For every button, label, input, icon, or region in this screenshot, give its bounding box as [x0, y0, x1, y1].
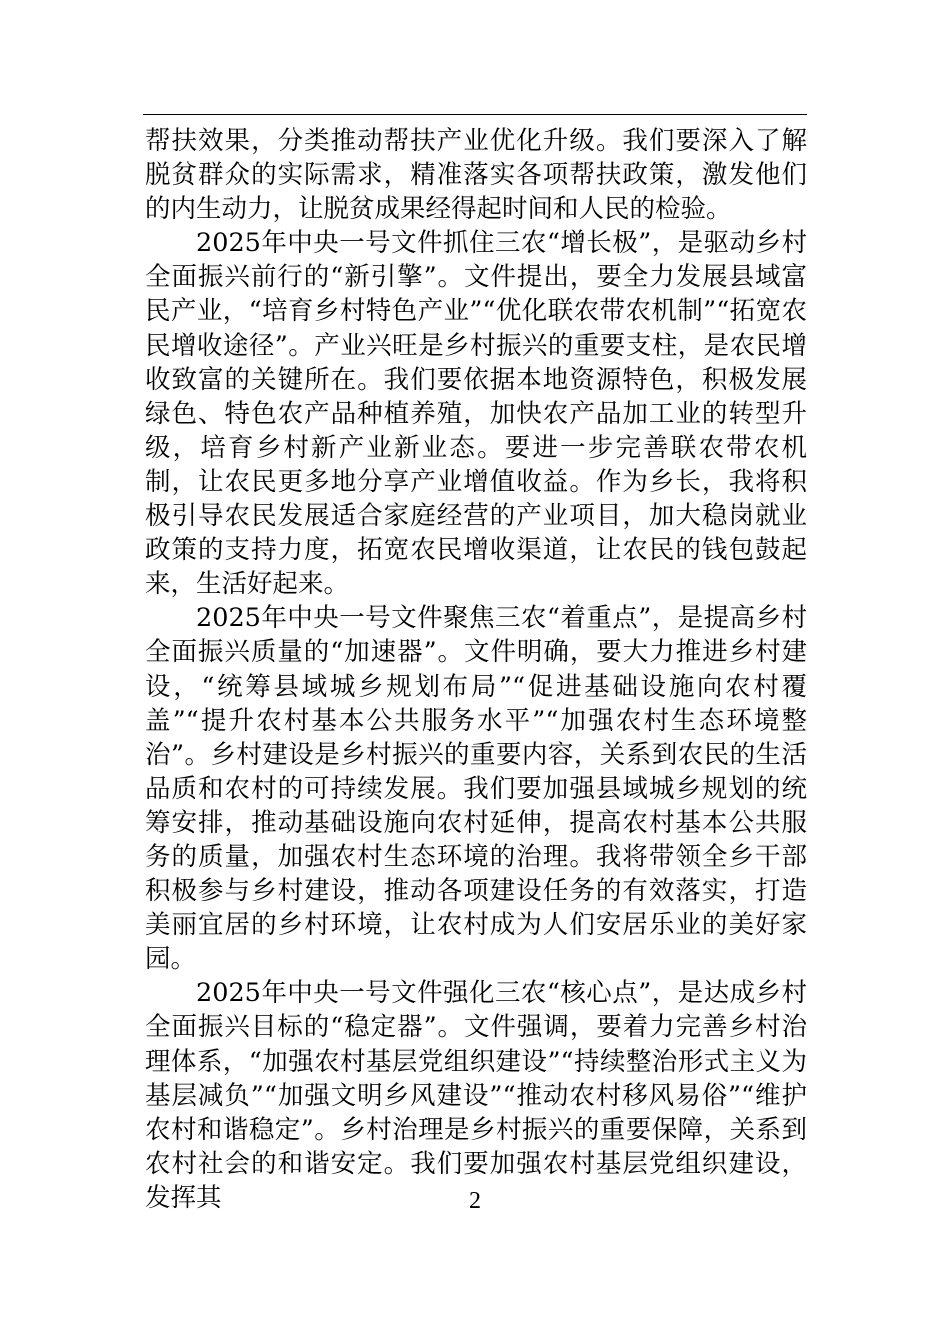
paragraph-focus-point: 2025年中央一号文件聚焦三农“着重点”，是提高乡村全面振兴质量的“加速器”。文件明确，要大力推进乡村建设，“统筹县域城乡规划布局”“促进基础设施向农村覆盖”“提升农村基本公共服务水平”“加强农村生态环境整治”。乡村建设是乡村振兴的重要内容，关系到农民的生活品质和农村的可持续发展。我们要加强县域城乡规划的统筹安排，推动基础设施向农村延伸，提高农村基本公共服务的质量，加强农村生态环境的治理。我将带领全乡干部积极参与乡村建设，推动各项建设任务的有效落实，打造美丽宜居的乡村环境，让农村成为人们安居乐业的美好家园。	[145, 603, 807, 975]
paragraph-core-point: 2025年中央一号文件强化三农“核心点”，是达成乡村全面振兴目标的“稳定器”。文件强调，要着力完善乡村治理体系，“加强农村基层党组织建设”“持续整治形式主义为基层减负”“加强文明乡风建设”“推动农村移风易俗”“维护农村和谐稳定”。乡村治理是乡村振兴的重要保障，关系到农村社会的和谐安定。我们要加强农村基层党组织建设，发挥其	[145, 978, 807, 1213]
paragraph-growth-pole: 2025年中央一号文件抓住三农“增长极”，是驱动乡村全面振兴前行的“新引擎”。文件提出，要全力发展县域富民产业，“培育乡村特色产业”“优化联农带农机制”“拓宽农民增收途径”。产业兴旺是乡村振兴的重要支柱，是农民增收致富的关键所在。我们要依据本地资源特色，积极发展绿色、特色农产品种植养殖，加快农产品加工业的转型升级，培育乡村新产业新业态。要进一步完善联农带农机制，让农民更多地分享产业增值收益。作为乡长，我将积极引导农民发展适合家庭经营的产业项目，加大稳岗就业政策的支持力度，拓宽农民增收渠道，让农民的钱包鼓起来，生活好起来。	[145, 228, 807, 600]
body-text	[145, 124, 807, 1215]
page-number: 2	[469, 1188, 481, 1214]
header-rule	[143, 114, 807, 115]
paragraph-continued: 帮扶效果，分类推动帮扶产业优化升级。我们要深入了解脱贫群众的实际需求，精准落实各项帮扶政策，激发他们的内生动力，让脱贫成果经得起时间和人民的检验。	[145, 126, 807, 225]
